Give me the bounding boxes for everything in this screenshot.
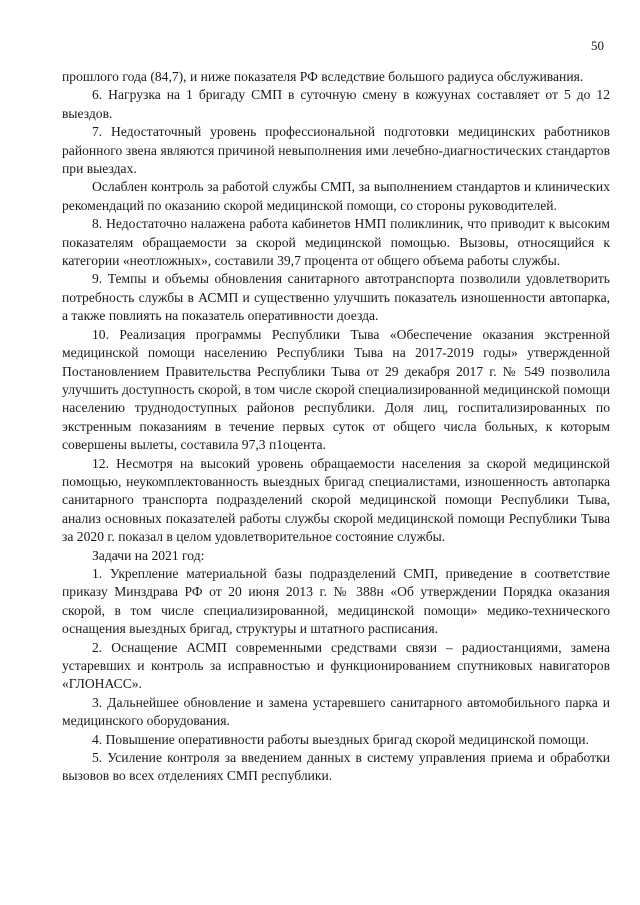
paragraph: 7. Недостаточный уровень профессиональной подготовки медицинских работников районного звена являются причиной невыполнения ими лечебно-диагностических стандартов при выездах. xyxy=(62,124,610,177)
paragraph: 9. Темпы и объемы обновления санитарного автотранспорта позволили удовлетворить потребность службы в АСМП и существенно улучшить показатель изношенности автопарка, а также повлиять на показатель оперативности доезда. xyxy=(62,271,610,324)
paragraph: Ослаблен контроль за работой службы СМП, за выполнением стандартов и клинических рекомендаций по оказанию скорой медицинской помощи, со стороны руководителей. xyxy=(62,179,610,213)
paragraph: 12. Несмотря на высокий уровень обращаемости населения за скорой медицинской помощью, неукомплектованность выездных бригад специалистами, изношенность автопарка санитарного транспорта подразделений скорой медицинской помощи Республики Тыва, анализ основных показателей работы службы скорой медицинской помощи Республики Тыва за 2020 г. показал в целом удовлетворительное состояние службы. xyxy=(62,455,610,545)
paragraph: 6. Нагрузка на 1 бригаду СМП в суточную смену в кожуунах составляет от 5 до 12 выездов. xyxy=(62,87,610,121)
task-item: 1. Укрепление материальной базы подразделений СМП, приведение в соответствие приказу Минздрава РФ от 20 июня 2013 г. № 388н «Об утверждении Порядка оказания скорой, в том числе специализированной, медицинской помощи» медико-технического оснащения выездных бригад, структуры и штатного расписания. xyxy=(62,565,610,637)
document-body xyxy=(62,68,610,786)
paragraph: 8. Недостаточно налажена работа кабинетов НМП поликлиник, что приводит к высоким показателям обращаемости за скорой медицинской помощью. Вызовы, относящийся к категории «неотложных», составили 39,7 процента от общего объема работы службы. xyxy=(62,216,610,269)
task-item: 4. Повышение оперативности работы выездных бригад скорой медицинской помощи. xyxy=(92,731,589,747)
paragraph: прошлого года (84,7), и ниже показателя РФ вследствие большого радиуса обслуживания. xyxy=(62,69,584,84)
task-item: 2. Оснащение АСМП современными средствами связи – радиостанциями, замена устаревших и контроль за исправностью и функционированием спутниковых навигаторов «ГЛОНАСС». xyxy=(62,639,610,692)
task-item: 5. Усиление контроля за введением данных в систему управления приема и обработки вызовов во всех отделениях СМП республики. xyxy=(62,750,610,784)
task-item: 3. Дальнейшее обновление и замена устаревшего санитарного автомобильного парка и медицинского оборудования. xyxy=(62,694,610,729)
page-number: 50 xyxy=(591,38,604,53)
paragraph: 10. Реализация программы Республики Тыва «Обеспечение оказания экстренной медицинской помощи населению Республики Тыва на 2017-2019 годы» утвержденной Постановлением Правительства Республики Тыва от 29 декабря 2017 г. № 549 позволила улучшить доступность скорой, в том числе скорой специализированной медицинской помощи населению труднодоступных районов республики. Доля лиц, госпитализированных по экстренным показаниям в течение первых суток от общего числа больных, к которым совершены вылеты, составила 97,3 п1оцента. xyxy=(62,326,610,453)
section-heading: Задачи на 2021 год: xyxy=(92,547,205,563)
